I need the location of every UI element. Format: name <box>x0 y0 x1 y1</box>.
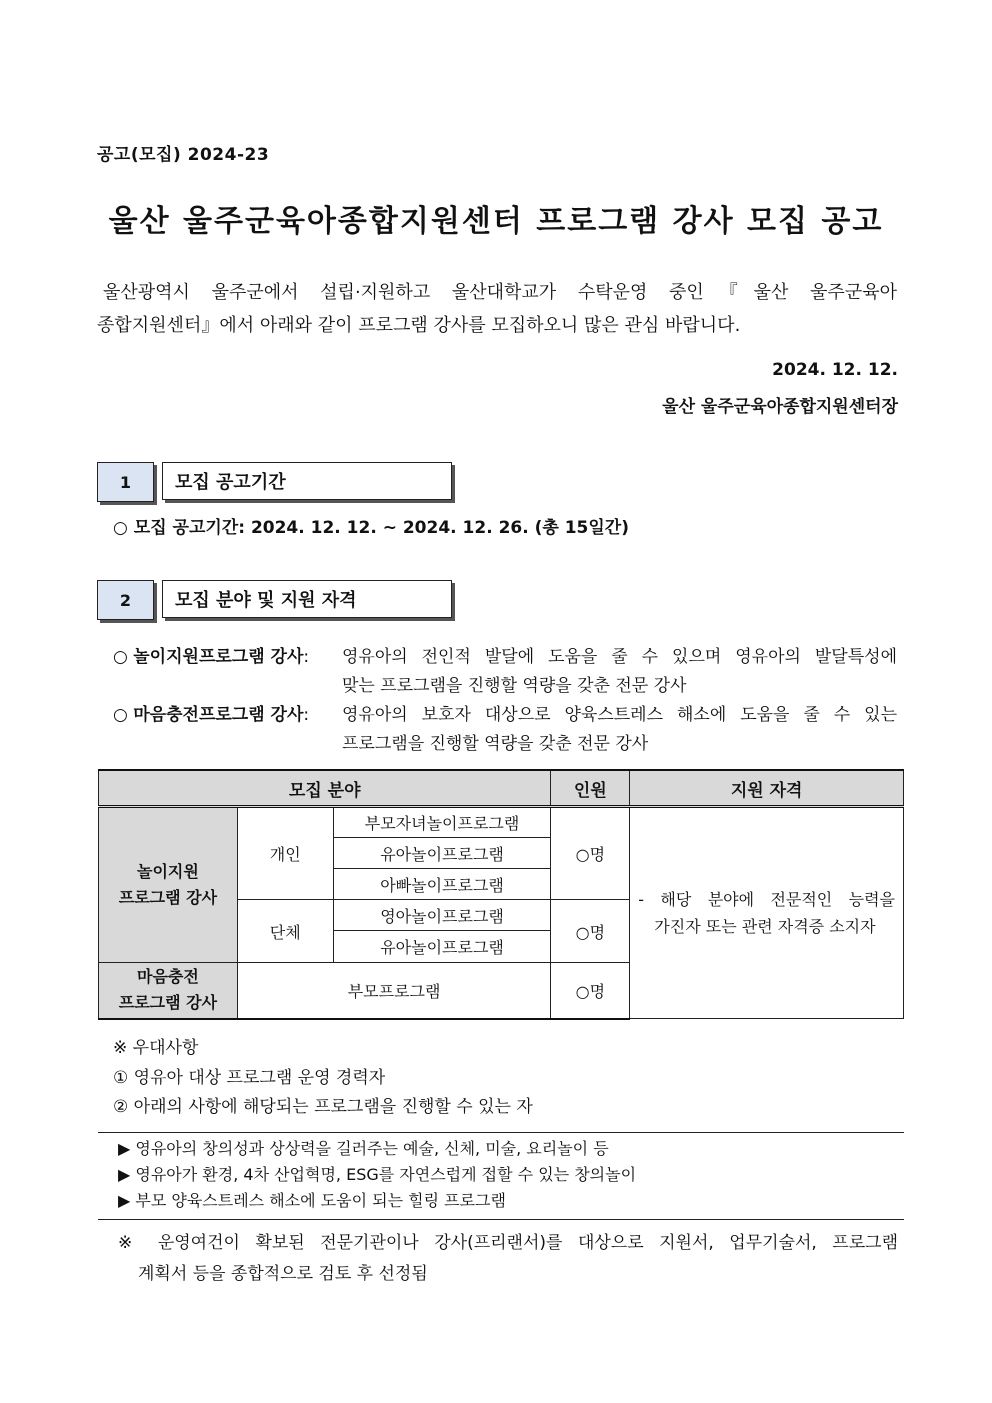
circle-bullet-icon: ○ <box>113 518 128 538</box>
preference-sub-item: ▶ 부모 양육스트레스 해소에 도움이 되는 힐링 프로그램 <box>118 1191 506 1210</box>
preference-sub-item: ▶ 영유아의 창의성과 상상력을 길러주는 예술, 신체, 미술, 요리놀이 등 <box>118 1139 609 1158</box>
page-title: 울산 울주군육아종합지원센터 프로그램 강사 모집 공고 <box>108 204 884 239</box>
circle-bullet-icon: ○ <box>113 705 128 725</box>
issuer-organization: 울산 울주군육아종합지원센터장 <box>662 397 898 417</box>
table-header-row <box>99 770 904 807</box>
section-2-number: 2 <box>97 580 154 620</box>
intro-line-1: 울산광역시 울주군에서 설립·지원하고 울산대학교가 수탁운영 중인『울산 울주군육아 <box>103 282 897 303</box>
period-label: 모집 공고기간: <box>133 518 246 538</box>
recruitment-table <box>98 769 904 1020</box>
group-play-support: 놀이지원 프로그램 강사 <box>99 807 238 963</box>
issue-date: 2024. 12. 12. <box>772 360 898 380</box>
preferences-title: ※ 우대사항 <box>113 1038 199 1058</box>
program-cell: 유아놀이프로그램 <box>333 931 551 963</box>
divider <box>98 1132 904 1133</box>
intro-line-2: 종합지원센터』에서 아래와 같이 프로그램 강사를 모집하오니 많은 관심 바랍니다. <box>97 315 741 336</box>
count-cell: ○명 <box>551 963 630 1019</box>
type-individual: 개인 <box>237 807 333 900</box>
program-cell: 부모자녀놀이프로그램 <box>333 807 551 838</box>
header-qualification: 지원 자격 <box>630 770 904 807</box>
program-cell: 부모프로그램 <box>237 963 551 1019</box>
field-item-1-label: ○ 놀이지원프로그램 강사: <box>113 647 310 667</box>
divider <box>98 1219 904 1220</box>
group-mind-charge: 마음충전 프로그램 강사 <box>99 963 238 1019</box>
program-cell: 영아놀이프로그램 <box>333 900 551 931</box>
header-field: 모집 분야 <box>99 770 551 807</box>
program-cell: 유아놀이프로그램 <box>333 838 551 869</box>
preference-sub-item: ▶ 영유아가 환경, 4차 산업혁명, ESG를 자연스럽게 접할 수 있는 창의놀이 <box>118 1165 637 1184</box>
notice-reference-number: 공고(모집) 2024-23 <box>97 145 270 165</box>
preference-item-1: ① 영유아 대상 프로그램 운영 경력자 <box>113 1068 386 1088</box>
header-count: 인원 <box>551 770 630 807</box>
recruit-period <box>113 513 629 538</box>
program-cell: 아빠놀이프로그램 <box>333 869 551 900</box>
field-item-2-desc: 영유아의 보호자 대상으로 양육스트레스 해소에 도움을 줄 수 있는 프로그램을 진행할 역량을 갖춘 전문 강사 <box>342 705 897 754</box>
selection-note: ※ 운영여건이 확보된 전문기관이나 강사(프리랜서)를 대상으로 지원서, 업무기술서, 프로그램 계획서 등을 종합적으로 검토 후 선정됨 <box>118 1233 898 1284</box>
type-group: 단체 <box>237 900 333 963</box>
field-item-2-label: ○ 마음충전프로그램 강사: <box>113 705 310 725</box>
circle-bullet-icon: ○ <box>113 647 128 667</box>
count-cell: ○명 <box>551 900 630 963</box>
section-1-title: 모집 공고기간 <box>162 462 452 500</box>
count-cell: ○명 <box>551 807 630 900</box>
period-value: 2024. 12. 12. ~ 2024. 12. 26. (총 15일간) <box>250 518 629 538</box>
qualification-cell: - 해당 분야에 전문적인 능력을 가진자 또는 관련 자격증 소지자 <box>630 807 904 1019</box>
preference-item-2: ② 아래의 사항에 해당되는 프로그램을 진행할 수 있는 자 <box>113 1097 533 1117</box>
section-2-title: 모집 분야 및 지원 자격 <box>162 580 452 618</box>
intro-paragraph <box>97 276 897 342</box>
section-1-number: 1 <box>97 462 154 502</box>
field-item-1-desc: 영유아의 전인적 발달에 도움을 줄 수 있으며 영유아의 발달특성에 맞는 프로그램을 진행할 역량을 갖춘 전문 강사 <box>342 647 897 696</box>
